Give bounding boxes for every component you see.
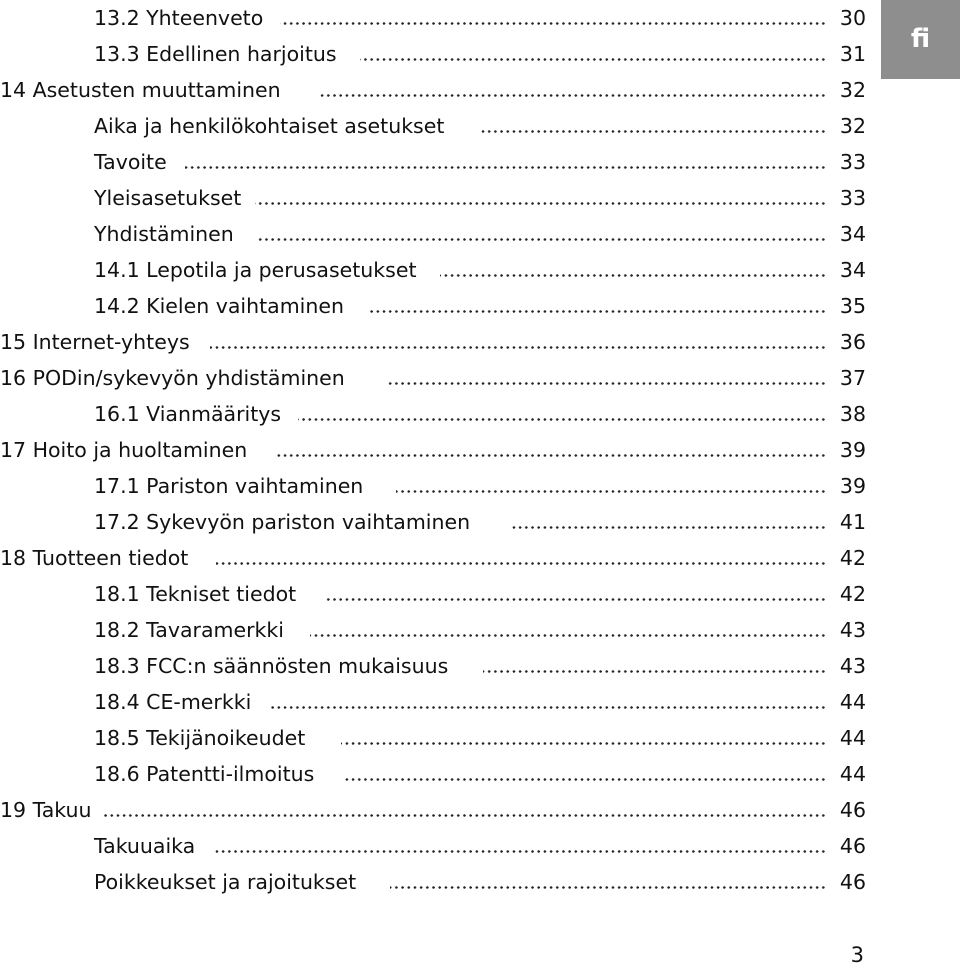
toc-leader-dots: [298, 418, 828, 421]
toc-leader-dots: [480, 130, 828, 133]
toc-leader-dots: [280, 22, 828, 25]
toc-entry-page: 35: [839, 294, 866, 318]
toc-entry-label: 14.1 Lepotila ja perusasetukset: [94, 255, 421, 285]
toc-entry[interactable]: [0, 471, 870, 501]
toc-entry-page: 44: [839, 690, 866, 714]
toc-entry-label: 13.3 Edellinen harjoitus: [94, 39, 341, 69]
toc-leader-dots: [342, 778, 828, 781]
toc-entry-page: 46: [839, 798, 866, 822]
toc-entry[interactable]: [0, 651, 870, 681]
toc-entry-page: 36: [839, 330, 866, 354]
toc-entry-label: 14 Asetusten muuttaminen: [0, 75, 285, 105]
toc-entry[interactable]: [0, 543, 870, 573]
toc-entry-page: 43: [839, 618, 866, 642]
toc-entry[interactable]: [0, 255, 870, 285]
toc-entry-label: 18.4 CE-merkki: [94, 687, 255, 717]
toc-entry[interactable]: [0, 507, 870, 537]
toc-leader-dots: [325, 598, 828, 601]
toc-leader-dots: [310, 634, 828, 637]
toc-entry[interactable]: [0, 39, 870, 69]
language-tab: fi: [881, 0, 960, 79]
toc-entry-label: 16.1 Vianmääritys: [94, 399, 285, 429]
toc-entry-page: 32: [839, 114, 866, 138]
toc-entry-label: Takuuaika: [94, 831, 199, 861]
toc-entry[interactable]: [0, 75, 870, 105]
toc-entry-page: 30: [839, 6, 866, 30]
toc-entry-page: 31: [839, 42, 866, 66]
toc-leader-dots: [185, 166, 828, 169]
toc-entry[interactable]: [0, 867, 870, 897]
toc-entry-label: Poikkeukset ja rajoitukset: [94, 867, 360, 897]
toc-entry-page: 46: [839, 834, 866, 858]
toc-entry-label: 16 PODin/sykevyön yhdistäminen: [0, 363, 349, 393]
toc-leader-dots: [386, 382, 828, 385]
toc-entry-page: 33: [839, 186, 866, 210]
toc-entry-label: 18.6 Patentti-ilmoitus: [94, 759, 318, 789]
toc-leader-dots: [258, 238, 828, 241]
toc-entry[interactable]: [0, 615, 870, 645]
toc-entry-label: 18.1 Tekniset tiedot: [94, 579, 300, 609]
toc-entry-label: 18 Tuotteen tiedot: [0, 543, 192, 573]
toc-entry-page: 43: [839, 654, 866, 678]
toc-entry-label: 17 Hoito ja huoltaminen: [0, 435, 251, 465]
toc-entry-label: 17.1 Pariston vaihtaminen: [94, 471, 367, 501]
toc-leader-dots: [275, 454, 828, 457]
toc-entry[interactable]: [0, 399, 870, 429]
toc-entry-label: 17.2 Sykevyön pariston vaihtaminen: [94, 507, 474, 537]
toc-entry-label: 14.2 Kielen vaihtaminen: [94, 291, 348, 321]
toc-entry-page: 44: [839, 762, 866, 786]
toc-entry-page: 38: [839, 402, 866, 426]
toc-entry[interactable]: [0, 435, 870, 465]
toc-entry-label: 18.5 Tekijänoikeudet: [94, 723, 309, 753]
page-number: 3: [850, 943, 864, 967]
toc-entry-page: 34: [839, 222, 866, 246]
toc-entry-label: 15 Internet-yhteys: [0, 327, 194, 357]
toc-leader-dots: [320, 94, 828, 97]
toc-entry-label: Yhdistäminen: [94, 219, 238, 249]
toc-entry[interactable]: [0, 363, 870, 393]
toc-entry[interactable]: [0, 831, 870, 861]
toc-entry-page: 39: [839, 438, 866, 462]
toc-entry-page: 41: [839, 510, 866, 534]
toc-entry[interactable]: [0, 723, 870, 753]
toc-entry-page: 33: [839, 150, 866, 174]
toc-leader-dots: [104, 814, 828, 817]
toc-entry[interactable]: [0, 759, 870, 789]
toc-leader-dots: [440, 274, 828, 277]
toc-leader-dots: [210, 346, 828, 349]
toc-leader-dots: [483, 670, 828, 673]
toc-entry-page: 42: [839, 546, 866, 570]
toc-entry-label: 18.3 FCC:n säännösten mukaisuus: [94, 651, 452, 681]
toc-entry[interactable]: [0, 3, 870, 33]
toc-entry-label: 19 Takuu: [0, 795, 96, 825]
toc-entry-page: 44: [839, 726, 866, 750]
toc-leader-dots: [341, 742, 828, 745]
toc-leader-dots: [270, 706, 828, 709]
toc-entry[interactable]: [0, 687, 870, 717]
toc-entry-page: 42: [839, 582, 866, 606]
toc-entry[interactable]: [0, 111, 870, 141]
toc-leader-dots: [216, 562, 828, 565]
toc-leader-dots: [396, 490, 828, 493]
toc-entry-label: 13.2 Yhteenveto: [94, 3, 267, 33]
toc-entry[interactable]: [0, 795, 870, 825]
toc-entry[interactable]: [0, 219, 870, 249]
toc-leader-dots: [390, 886, 828, 889]
toc-entry-page: 37: [839, 366, 866, 390]
toc-entry-label: Yleisasetukset: [94, 183, 245, 213]
toc-entry[interactable]: [0, 327, 870, 357]
toc-entry[interactable]: [0, 579, 870, 609]
toc-entry-page: 34: [839, 258, 866, 282]
toc-leader-dots: [510, 526, 828, 529]
toc-entry-page: 39: [839, 474, 866, 498]
toc-entry-page: 46: [839, 870, 866, 894]
toc-entry[interactable]: [0, 183, 870, 213]
toc-entry[interactable]: [0, 291, 870, 321]
toc-entry-label: Aika ja henkilökohtaiset asetukset: [94, 111, 448, 141]
toc-leader-dots: [370, 310, 828, 313]
toc-entry-label: 18.2 Tavaramerkki: [94, 615, 288, 645]
toc-entry-page: 32: [839, 78, 866, 102]
toc-leader-dots: [215, 850, 828, 853]
toc-leader-dots: [255, 202, 828, 205]
toc-leader-dots: [360, 58, 828, 61]
toc-entry[interactable]: [0, 147, 870, 177]
toc-entry-label: Tavoite: [94, 147, 171, 177]
